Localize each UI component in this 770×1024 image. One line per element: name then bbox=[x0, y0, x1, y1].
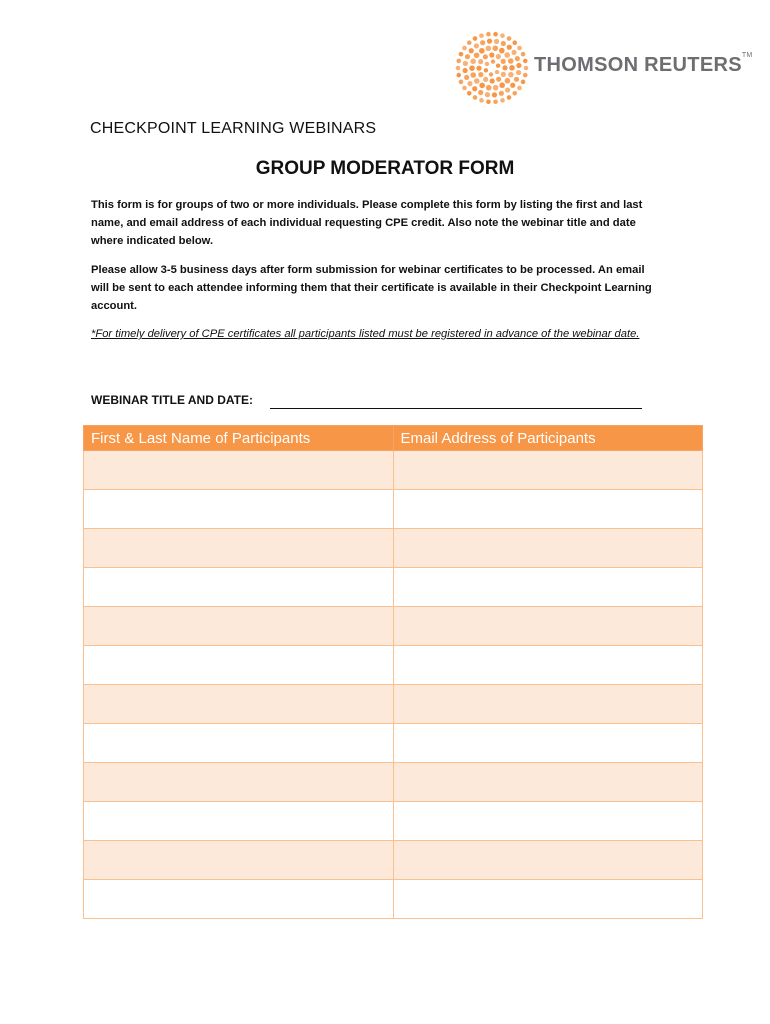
email-column-header: Email Address of Participants bbox=[393, 426, 703, 451]
participant-email-cell[interactable] bbox=[393, 802, 703, 841]
table-row bbox=[84, 490, 703, 529]
trademark-symbol: TM bbox=[741, 52, 753, 59]
processing-paragraph: Please allow 3-5 business days after form submission for webinar certificates to be processed. An email will be sent to each attendee informing them that their certificate is available in their Checkpoint Learning account. bbox=[91, 264, 652, 312]
participant-name-cell[interactable] bbox=[84, 880, 394, 919]
participants-table bbox=[83, 425, 703, 919]
label-colon: : bbox=[249, 393, 253, 407]
participant-name-cell[interactable] bbox=[84, 724, 394, 763]
participant-name-cell[interactable] bbox=[84, 685, 394, 724]
table-row bbox=[84, 880, 703, 919]
participant-name-cell[interactable] bbox=[84, 802, 394, 841]
participant-email-cell[interactable] bbox=[393, 724, 703, 763]
participant-name-cell[interactable] bbox=[84, 490, 394, 529]
table-row bbox=[84, 685, 703, 724]
participant-email-cell[interactable] bbox=[393, 841, 703, 880]
table-row bbox=[84, 841, 703, 880]
participant-email-cell[interactable] bbox=[393, 646, 703, 685]
participant-name-cell[interactable] bbox=[84, 607, 394, 646]
table-header-row bbox=[84, 426, 703, 451]
participant-email-cell[interactable] bbox=[393, 529, 703, 568]
participant-name-cell[interactable] bbox=[84, 646, 394, 685]
table-row bbox=[84, 802, 703, 841]
webinar-title-date-label: WEBINAR TITLE AND DATE bbox=[91, 393, 249, 407]
webinar-title-date-field[interactable] bbox=[270, 408, 642, 409]
table-row bbox=[84, 646, 703, 685]
table-row bbox=[84, 763, 703, 802]
instructions-paragraph: This form is for groups of two or more individuals. Please complete this form by listing the first and last name, and email address of each individual requesting CPE credit. Also note the webinar title and date where indicated below. bbox=[91, 199, 643, 247]
registration-note: *For timely delivery of CPE certificates all participants listed must be registered in advance of the webinar date. bbox=[91, 328, 640, 340]
logo-wordmark: THOMSON REUTERS™ bbox=[534, 52, 753, 76]
participant-email-cell[interactable] bbox=[393, 451, 703, 490]
participant-name-cell[interactable] bbox=[84, 529, 394, 568]
thomson-reuters-dot-mark-icon bbox=[454, 30, 530, 106]
table-row bbox=[84, 529, 703, 568]
participant-email-cell[interactable] bbox=[393, 568, 703, 607]
table-row bbox=[84, 451, 703, 490]
table-row bbox=[84, 607, 703, 646]
participant-name-cell[interactable] bbox=[84, 568, 394, 607]
participant-name-cell[interactable] bbox=[84, 451, 394, 490]
participant-email-cell[interactable] bbox=[393, 685, 703, 724]
thomson-reuters-logo bbox=[454, 30, 753, 108]
section-overline: CHECKPOINT LEARNING WEBINARS bbox=[90, 120, 377, 137]
participant-name-cell[interactable] bbox=[84, 841, 394, 880]
table-row bbox=[84, 724, 703, 763]
participant-email-cell[interactable] bbox=[393, 490, 703, 529]
page-title: GROUP MODERATOR FORM bbox=[255, 158, 515, 179]
name-column-header: First & Last Name of Participants bbox=[84, 426, 394, 451]
participant-name-cell[interactable] bbox=[84, 763, 394, 802]
webinar-title-date-row bbox=[91, 393, 253, 407]
table-row bbox=[84, 568, 703, 607]
participant-email-cell[interactable] bbox=[393, 763, 703, 802]
participant-email-cell[interactable] bbox=[393, 607, 703, 646]
participant-email-cell[interactable] bbox=[393, 880, 703, 919]
